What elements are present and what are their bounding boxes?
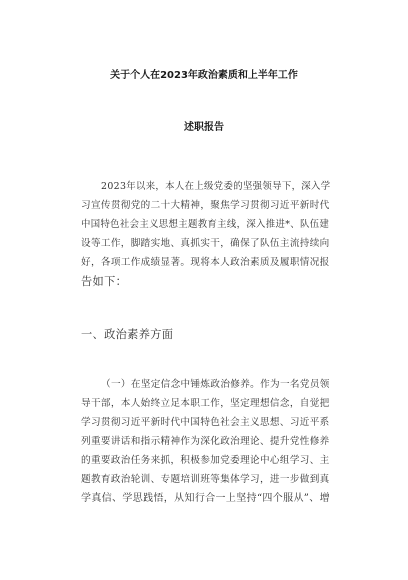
- paragraph-1-line-5: 好，各项工作成绩显著。现将本人政治素质及履职情况报: [81, 257, 330, 268]
- paragraph-2-line-4: 列重要讲话和指示精神作为深化政治理论、提升党性修养: [81, 436, 330, 447]
- section-1-heading: 一、政治素养方面: [81, 328, 174, 341]
- paragraph-1-line-2: 习宣传贯彻党的二十大精神，聚焦学习贯彻习近平新时代: [81, 200, 330, 211]
- paragraph-2-line-5: 的重要政治任务来抓，积极参加党委理论中心组学习、主: [81, 455, 330, 466]
- paragraph-1-line-1: 2023年以来，本人在上级党委的坚强领导下，深入学: [101, 181, 331, 192]
- paragraph-2-line-1: （一）在坚定信念中锤炼政治修养。作为一名党员领: [101, 379, 330, 390]
- paragraph-1-line-3: 中国特色社会主义思想主题教育主线，深入推进*、队伍建: [81, 219, 330, 230]
- paragraph-1-line-4: 设等工作，脚踏实地、真抓实干，确保了队伍主流持续向: [81, 238, 330, 249]
- report-title-line-1: 关于个人在2023年政治素质和上半年工作: [110, 70, 298, 81]
- paragraph-2-line-3: 学习贯彻习近平新时代中国特色社会主义思想、习近平系: [81, 417, 330, 428]
- paragraph-2-line-2: 导干部，本人始终立足本职工作，坚定理想信念，自觉把: [81, 398, 330, 409]
- paragraph-2-line-7: 学真信、学思践悟，从知行合一上坚持“四个服从”、增: [81, 493, 330, 504]
- paragraph-2-line-6: 题教育政治轮训、专题培训班等集体学习，进一步做到真: [81, 474, 330, 485]
- report-title-line-2: 述职报告: [184, 122, 224, 133]
- paragraph-1-line-6: 告如下：: [81, 275, 128, 288]
